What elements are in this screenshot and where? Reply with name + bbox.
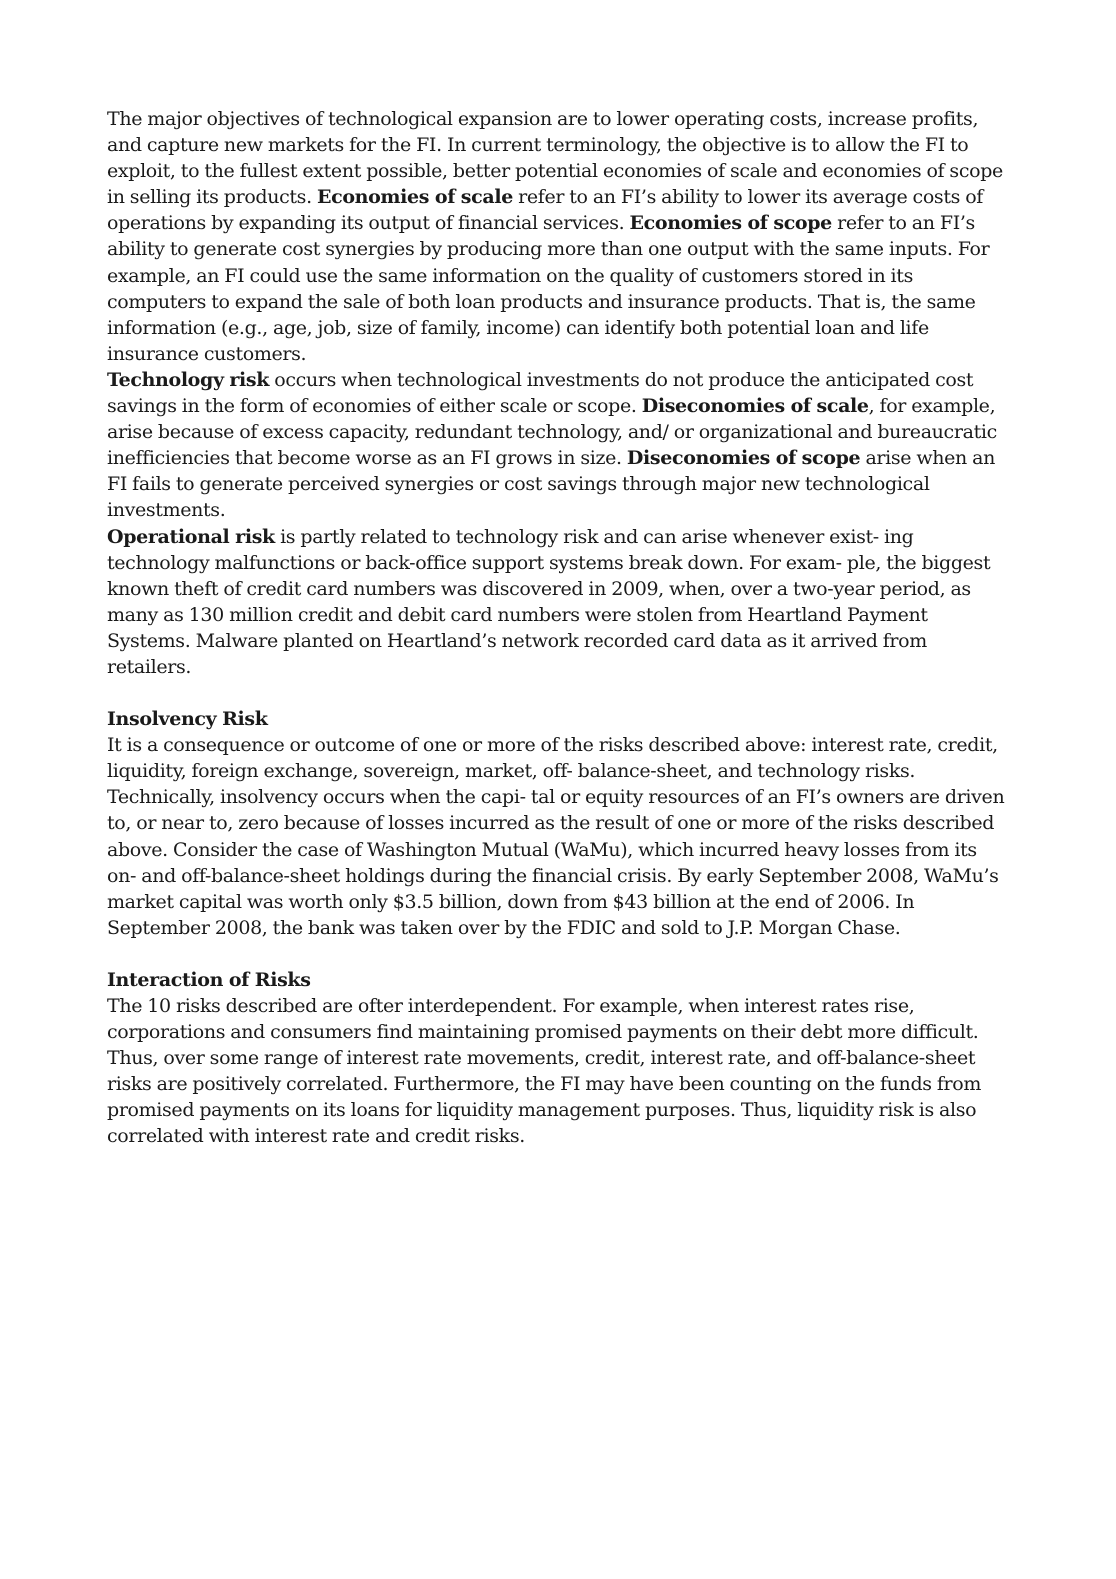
term-economies-of-scale: Economies of scale <box>316 186 513 209</box>
text-run: The major objectives of technological expansion are to lower operating costs, increase profits, and capture new markets for the FI. In current terminology, the objective is to allow the FI to exploit, to the fullest extent possible, better potential economies of scale and economies of scope in selling its products. <box>107 108 1003 209</box>
text-run: arise when an FI fails to generate perceived synergies or cost savings through major new technological investments. <box>107 447 995 522</box>
heading-interaction-of-risks: Interaction of Risks <box>107 968 311 991</box>
text-run: occurs when technological investments do not produce the anticipated cost savings in the form of economies of either scale or scope. <box>107 368 974 418</box>
paragraph-technology-risk <box>107 367 1007 524</box>
text-run: is partly related to technology risk and can arise whenever exist- ing technology malfunctions or back-office support systems break down. For exam- ple, the biggest known theft of credit card numbers was discovered in 2009, when, over a two-year period, as many as 130 million credit and debit card numbers were stolen from Heartland Payment Systems. Malware planted on Heartland’s network recorded card data as it arrived from retailers. <box>107 525 991 678</box>
term-diseconomies-of-scope: Diseconomies of scope <box>626 447 861 470</box>
heading-insolvency-risk: Insolvency Risk <box>107 708 268 731</box>
section-spacer <box>107 680 1007 706</box>
paragraph-insolvency-risk: It is a consequence or outcome of one or more of the risks described above: interest rate, credit, liquidity, foreign exchange, sovereign, market, off- balance-sheet, and technology risks. Technically, insolvency occurs when the capi- tal or equity resources of an FI’s owners are driven to, or near to, zero because of losses incurred as the result of one or more of the risks described above. Consider the case of Washington Mutual (WaMu), which incurred heavy losses from its on- and off-balance-sheet holdings during the financial crisis. By early September 2008, WaMu’s market capital was worth only $3.5 billion, down from $43 billion at the end of 2006. In September 2008, the bank was taken over by the FDIC and sold to J.P. Morgan Chase. <box>107 734 1005 939</box>
term-technology-risk: Technology risk <box>107 368 270 391</box>
term-economies-of-scope: Economies of scope <box>629 212 832 235</box>
term-diseconomies-of-scale: Diseconomies of scale <box>641 395 869 418</box>
paragraph-technological-expansion <box>107 106 1007 367</box>
term-operational-risk: Operational risk <box>107 525 275 548</box>
paragraph-operational-risk <box>107 524 1007 681</box>
text-run: refer to an FI’s ability to generate cost synergies by producing more than one output with the same inputs. For example, an FI could use the same information on the quality of customers stored in its computers to expand the sale of both loan products and insurance products. That is, the same information (e.g., age, job, size of family, income) can identify both potential loan and life insurance customers. <box>107 212 990 365</box>
text-run: refer to an FI’s ability to lower its average costs of operations by expanding its output of financial services. <box>107 186 983 235</box>
paragraph-interaction-of-risks: The 10 risks described are ofter interdependent. For example, when interest rates rise, corporations and consumers find maintaining promised payments on their debt more difficult. Thus, over some range of interest rate movements, credit, interest rate, and off-balance-sheet risks are positively correlated. Furthermore, the FI may have been counting on the funds from promised payments on its loans for liquidity management purposes. Thus, liquidity risk is also correlated with interest rate and credit risks. <box>107 995 982 1148</box>
text-run: , for example, arise because of excess capacity, redundant technology, and/ or organizational and bureaucratic inefficiencies that become worse as an FI grows in size. <box>107 395 997 470</box>
document-body <box>107 106 1007 1150</box>
section-spacer <box>107 941 1007 967</box>
